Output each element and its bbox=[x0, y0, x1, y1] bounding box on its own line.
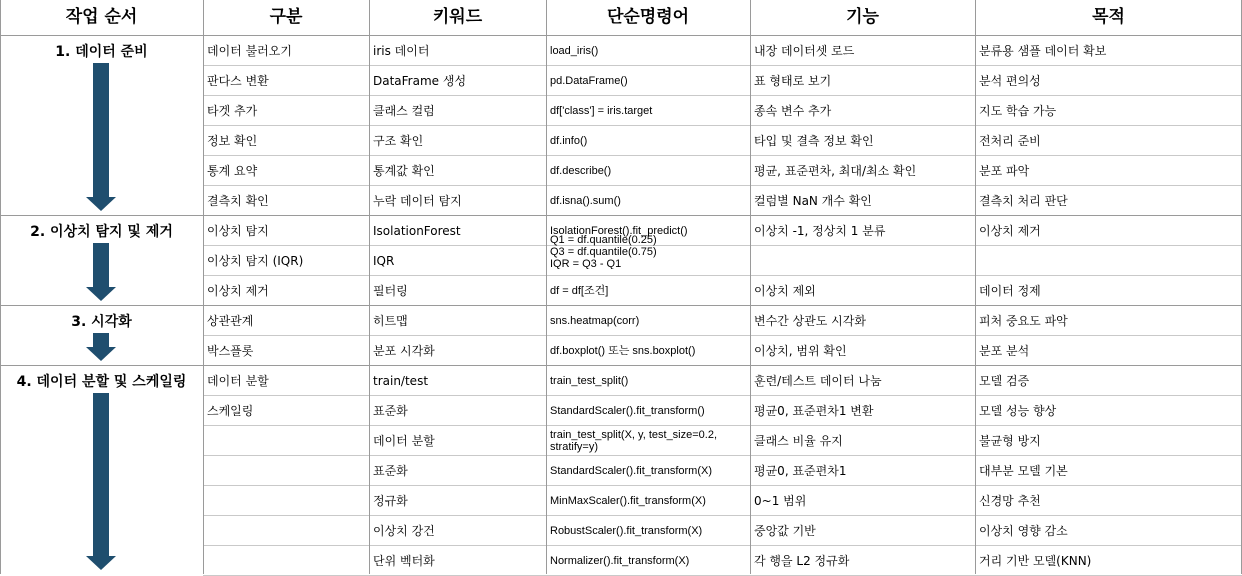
command-cell: train_test_split() bbox=[550, 374, 629, 387]
function-cell: 훈련/테스트 데이터 나눔 bbox=[754, 374, 882, 388]
function-cell: 표 형태로 보기 bbox=[754, 74, 832, 88]
function-cell: 이상치, 범위 확인 bbox=[754, 344, 847, 358]
keyword-cell: 정규화 bbox=[373, 494, 408, 508]
function-cell: 중앙값 기반 bbox=[754, 524, 816, 538]
category-cell: 스케일링 bbox=[207, 404, 254, 418]
purpose-cell: 거리 기반 모델(KNN) bbox=[979, 554, 1092, 568]
stage-data-prep-label: 1. 데이터 준비 bbox=[55, 44, 148, 60]
command-cell: MinMaxScaler().fit_transform(X) bbox=[550, 494, 706, 507]
command-cell: Normalizer().fit_transform(X) bbox=[550, 554, 690, 567]
category-cell: 이상치 제거 bbox=[207, 284, 269, 298]
column-header: 기능 bbox=[846, 7, 879, 27]
category-cell: 판다스 변환 bbox=[207, 74, 269, 88]
keyword-cell: IQR bbox=[373, 253, 395, 268]
category-cell: 타겟 추가 bbox=[207, 104, 258, 118]
column-header: 작업 순서 bbox=[65, 7, 138, 27]
arrow-shaft bbox=[93, 63, 109, 198]
keyword-cell: 클래스 컬럼 bbox=[373, 104, 435, 118]
keyword-cell: iris 데이터 bbox=[373, 44, 430, 58]
function-cell: 변수간 상관도 시각화 bbox=[754, 314, 866, 328]
purpose-cell: 분포 분석 bbox=[979, 344, 1030, 358]
command-cell: df.info() bbox=[550, 134, 588, 147]
command-cell: sns.heatmap(corr) bbox=[550, 314, 640, 327]
column-header: 단순명령어 bbox=[606, 7, 690, 27]
command-cell: Q1 = df.quantile(0.25) Q3 = df.quantile(0.75) IQR = Q3 - Q1 bbox=[550, 234, 657, 269]
command-cell: df['class'] = iris.target bbox=[550, 104, 653, 117]
function-cell: 컬럼별 NaN 개수 확인 bbox=[754, 194, 872, 208]
category-cell: 통계 요약 bbox=[207, 164, 258, 178]
left-border bbox=[0, 0, 1, 574]
command-cell: df = df[조건] bbox=[550, 284, 609, 297]
column-header: 목적 bbox=[1092, 7, 1125, 27]
stage-visualization-arrow-icon bbox=[86, 333, 116, 361]
function-cell: 각 행을 L2 정규화 bbox=[754, 554, 850, 568]
function-cell: 종속 변수 추가 bbox=[754, 104, 832, 118]
arrow-head bbox=[86, 197, 116, 211]
keyword-cell: 이상치 강건 bbox=[373, 524, 435, 538]
keyword-cell: 구조 확인 bbox=[373, 134, 424, 148]
column-header: 키워드 bbox=[432, 7, 483, 27]
keyword-cell: 통계값 확인 bbox=[373, 164, 435, 178]
category-cell: 데이터 불러오기 bbox=[207, 44, 292, 58]
command-cell: IsolationForest().fit_predict() bbox=[550, 224, 688, 237]
command-cell: train_test_split(X, y, test_size=0.2, stratify=y) bbox=[550, 428, 718, 453]
function-cell: 평균0, 표준편차1 bbox=[754, 464, 847, 478]
category-cell: 이상치 탐지 (IQR) bbox=[207, 254, 304, 268]
column-divider bbox=[975, 0, 976, 574]
keyword-cell: 단위 벡터화 bbox=[373, 554, 435, 568]
category-cell: 박스플롯 bbox=[207, 344, 254, 358]
purpose-cell: 불균형 방지 bbox=[979, 434, 1041, 448]
command-cell: df.describe() bbox=[550, 164, 612, 177]
keyword-cell: 데이터 분할 bbox=[373, 434, 435, 448]
command-cell: StandardScaler().fit_transform(X) bbox=[550, 464, 712, 477]
category-cell: 결측치 확인 bbox=[207, 194, 269, 208]
category-cell: 이상치 탐지 bbox=[207, 224, 269, 238]
purpose-cell: 피처 중요도 파악 bbox=[979, 314, 1068, 328]
keyword-cell: 누락 데이터 탐지 bbox=[373, 194, 462, 208]
category-cell bbox=[207, 426, 366, 455]
column-divider bbox=[546, 0, 547, 574]
arrow-shaft bbox=[93, 333, 109, 348]
function-cell bbox=[754, 246, 972, 275]
arrow-shaft bbox=[93, 393, 109, 557]
purpose-cell: 이상치 제거 bbox=[979, 224, 1041, 238]
keyword-cell: 히트맵 bbox=[373, 314, 408, 328]
stage-split-scaling-arrow-icon bbox=[86, 393, 116, 570]
purpose-cell: 모델 검증 bbox=[979, 374, 1030, 388]
command-cell: RobustScaler().fit_transform(X) bbox=[550, 524, 703, 537]
function-cell: 내장 데이터셋 로드 bbox=[754, 44, 855, 58]
keyword-cell: 표준화 bbox=[373, 464, 408, 478]
function-cell: 평균, 표준편차, 최대/최소 확인 bbox=[754, 164, 917, 178]
category-cell bbox=[207, 486, 366, 515]
arrow-head bbox=[86, 556, 116, 570]
purpose-cell: 신경망 추천 bbox=[979, 494, 1041, 508]
category-cell bbox=[207, 456, 366, 485]
function-cell: 이상치 -1, 정상치 1 분류 bbox=[754, 224, 886, 238]
command-cell: pd.DataFrame() bbox=[550, 74, 628, 87]
function-cell: 이상치 제외 bbox=[754, 284, 816, 298]
keyword-cell: 분포 시각화 bbox=[373, 344, 435, 358]
column-header: 구분 bbox=[269, 7, 303, 27]
stage-outlier-label: 2. 이상치 탐지 및 제거 bbox=[30, 224, 173, 240]
purpose-cell: 모델 성능 향상 bbox=[979, 404, 1057, 418]
keyword-cell: train/test bbox=[373, 373, 429, 388]
arrow-head bbox=[86, 287, 116, 301]
stage-outlier-arrow-icon bbox=[86, 243, 116, 301]
stage-visualization-label: 3. 시각화 bbox=[71, 314, 132, 330]
purpose-cell: 지도 학습 가능 bbox=[979, 104, 1057, 118]
function-cell: 클래스 비율 유지 bbox=[754, 434, 843, 448]
column-divider bbox=[369, 0, 370, 574]
keyword-cell: 표준화 bbox=[373, 404, 408, 418]
category-cell: 상관관계 bbox=[207, 314, 254, 328]
command-cell: df.isna().sum() bbox=[550, 194, 621, 207]
arrow-shaft bbox=[93, 243, 109, 288]
command-cell: StandardScaler().fit_transform() bbox=[550, 404, 705, 417]
purpose-cell: 전처리 준비 bbox=[979, 134, 1041, 148]
keyword-cell: IsolationForest bbox=[373, 223, 461, 238]
function-cell: 타입 및 결측 정보 확인 bbox=[754, 134, 874, 148]
stage-data-prep-arrow-icon bbox=[86, 63, 116, 211]
category-cell bbox=[207, 546, 366, 575]
purpose-cell: 대부분 모델 기본 bbox=[979, 464, 1068, 478]
purpose-cell: 이상치 영향 감소 bbox=[979, 524, 1068, 538]
category-cell bbox=[207, 516, 366, 545]
command-cell: load_iris() bbox=[550, 44, 599, 57]
function-cell: 평균0, 표준편차1 변환 bbox=[754, 404, 874, 418]
purpose-cell: 데이터 정제 bbox=[979, 284, 1041, 298]
command-cell: df.boxplot() 또는 sns.boxplot() bbox=[550, 344, 696, 357]
purpose-cell bbox=[979, 246, 1239, 275]
keyword-cell: 필터링 bbox=[373, 284, 408, 298]
keyword-cell: DataFrame 생성 bbox=[373, 74, 467, 88]
arrow-head bbox=[86, 347, 116, 361]
category-cell: 정보 확인 bbox=[207, 134, 258, 148]
category-cell: 데이터 분할 bbox=[207, 374, 269, 388]
column-divider bbox=[750, 0, 751, 574]
column-divider bbox=[203, 0, 204, 574]
purpose-cell: 분석 편의성 bbox=[979, 74, 1041, 88]
purpose-cell: 분류용 샘플 데이터 확보 bbox=[979, 44, 1107, 58]
function-cell: 0~1 범위 bbox=[754, 494, 807, 508]
purpose-cell: 결측치 처리 판단 bbox=[979, 194, 1068, 208]
stage-split-scaling-label: 4. 데이터 분할 및 스케일링 bbox=[16, 374, 187, 390]
purpose-cell: 분포 파악 bbox=[979, 164, 1030, 178]
